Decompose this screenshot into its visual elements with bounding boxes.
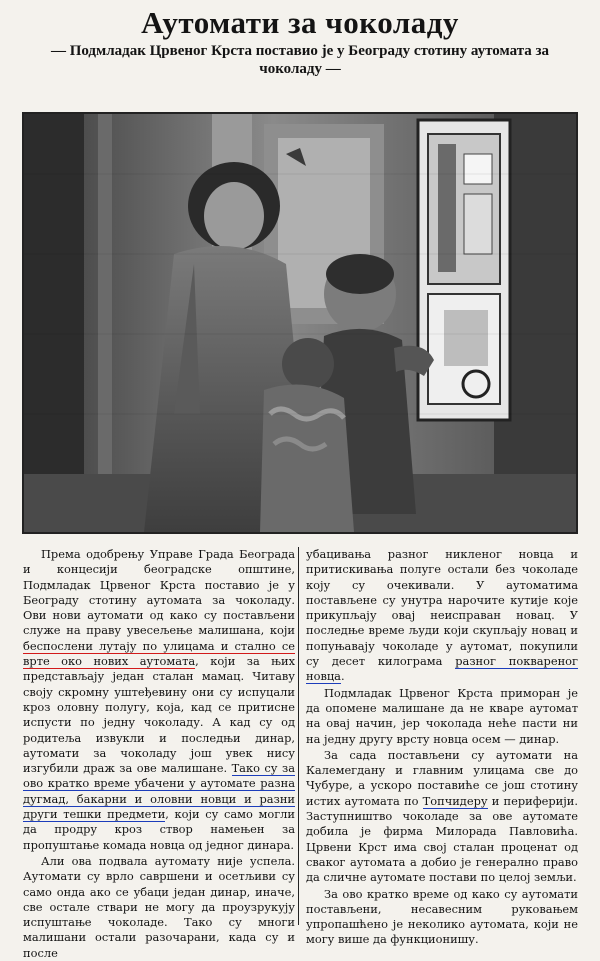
column-divider [298, 547, 299, 925]
highlight-blue: Тако су за ово кратко време убачени у аутомате разна дугмад, бакарни и оловни новци и разни други тешки предмети [23, 761, 295, 822]
article-column-right [306, 547, 578, 948]
article-title: Аутомати за чоколаду [141, 5, 459, 40]
paragraph: За ово кратко време од како су аутомати постављени, несавесним руковањем упропашћено је неколико аутомата, који не могу више да функционишу. [306, 886, 578, 947]
paragraph: Али ова подвала аутомату није успела. Аутомати су врло савршени и осетљиви су само онда ако се убаци један динар, иначе, све остале ствари не могу да проузрукују испуштање чоколаде. Тако су многи малишани остали разочарани, када су и после [23, 853, 295, 960]
highlight-blue: разног поквареног новца [306, 654, 578, 684]
photo-children-at-vending-machine [24, 114, 576, 532]
paragraph: Подмладак Црвеног Крста приморан је да опомене малишане да не кваре аутомат на овај начин, јер чоколада неће пасти ни на једну другу врсту новца осем — динар. [306, 685, 578, 746]
highlight-red: беспослени лутају по улицама и стално се врте око нових аутомата [23, 638, 295, 669]
paragraph: Према одобрењу Управе Града Београда и концесији београдске општине, Подмладак Црвеног Крста поставио је у Београду стотину аутомата за чоколаду. Ови нови аутомати од како су постављени служе на праву увесељење малишана, који беспослени лутају по улицама и стално се врте око нових аутомата, који за њих представљају један сталан мамац. Читаву своју скромну уштеђевину они су испуцали кроз оловну полугу, која, кад се притисне испусти по једну чоколаду. А кад су од родитеља извукли и последњи динар, аутомати за чоколаду још увек нису изгубили драж за ове малишане. Тако су за ово кратко време убачени у аутомате разна дугмад, бакарни и оловни новци и разни други тешки предмети, који су само могли да продру кроз створ намењен за пропуштање комада новца од једног динара. [23, 547, 295, 852]
highlight-blue: Топчидеру [422, 793, 488, 808]
paragraph: убацивања разног никленог новца и притискивања полуге остали без чоколаде коју су очекивали. У аутоматима постављене су унутра нарочите кутије које прикупљају овај неисправан новац. У последње време људи који скупљају новац и попуњавају чоколаде у аутомат, покупили су десет килограма разног поквареног новца. [306, 547, 578, 684]
article-column-left [23, 547, 295, 961]
paragraph: За сада постављени су аутомати на Калемегдану и главним улицама све до Чубуре, а ускоро поставиће се још стотину истих аутомата по Топчидеру и периферији. Заступништво чоколаде за ове аутомате добила је фирма Милорада Павловића. Црвени Крст има свој сталан проценат од сваког аутомата а добио је генерално право да сличне аутомате постави по целој земљи. [306, 747, 578, 885]
article-subtitle: — Подмладак Црвеног Крста поставио је у Београду стотину аутомата за чоколаду — [50, 43, 550, 77]
news-photo [22, 112, 578, 534]
